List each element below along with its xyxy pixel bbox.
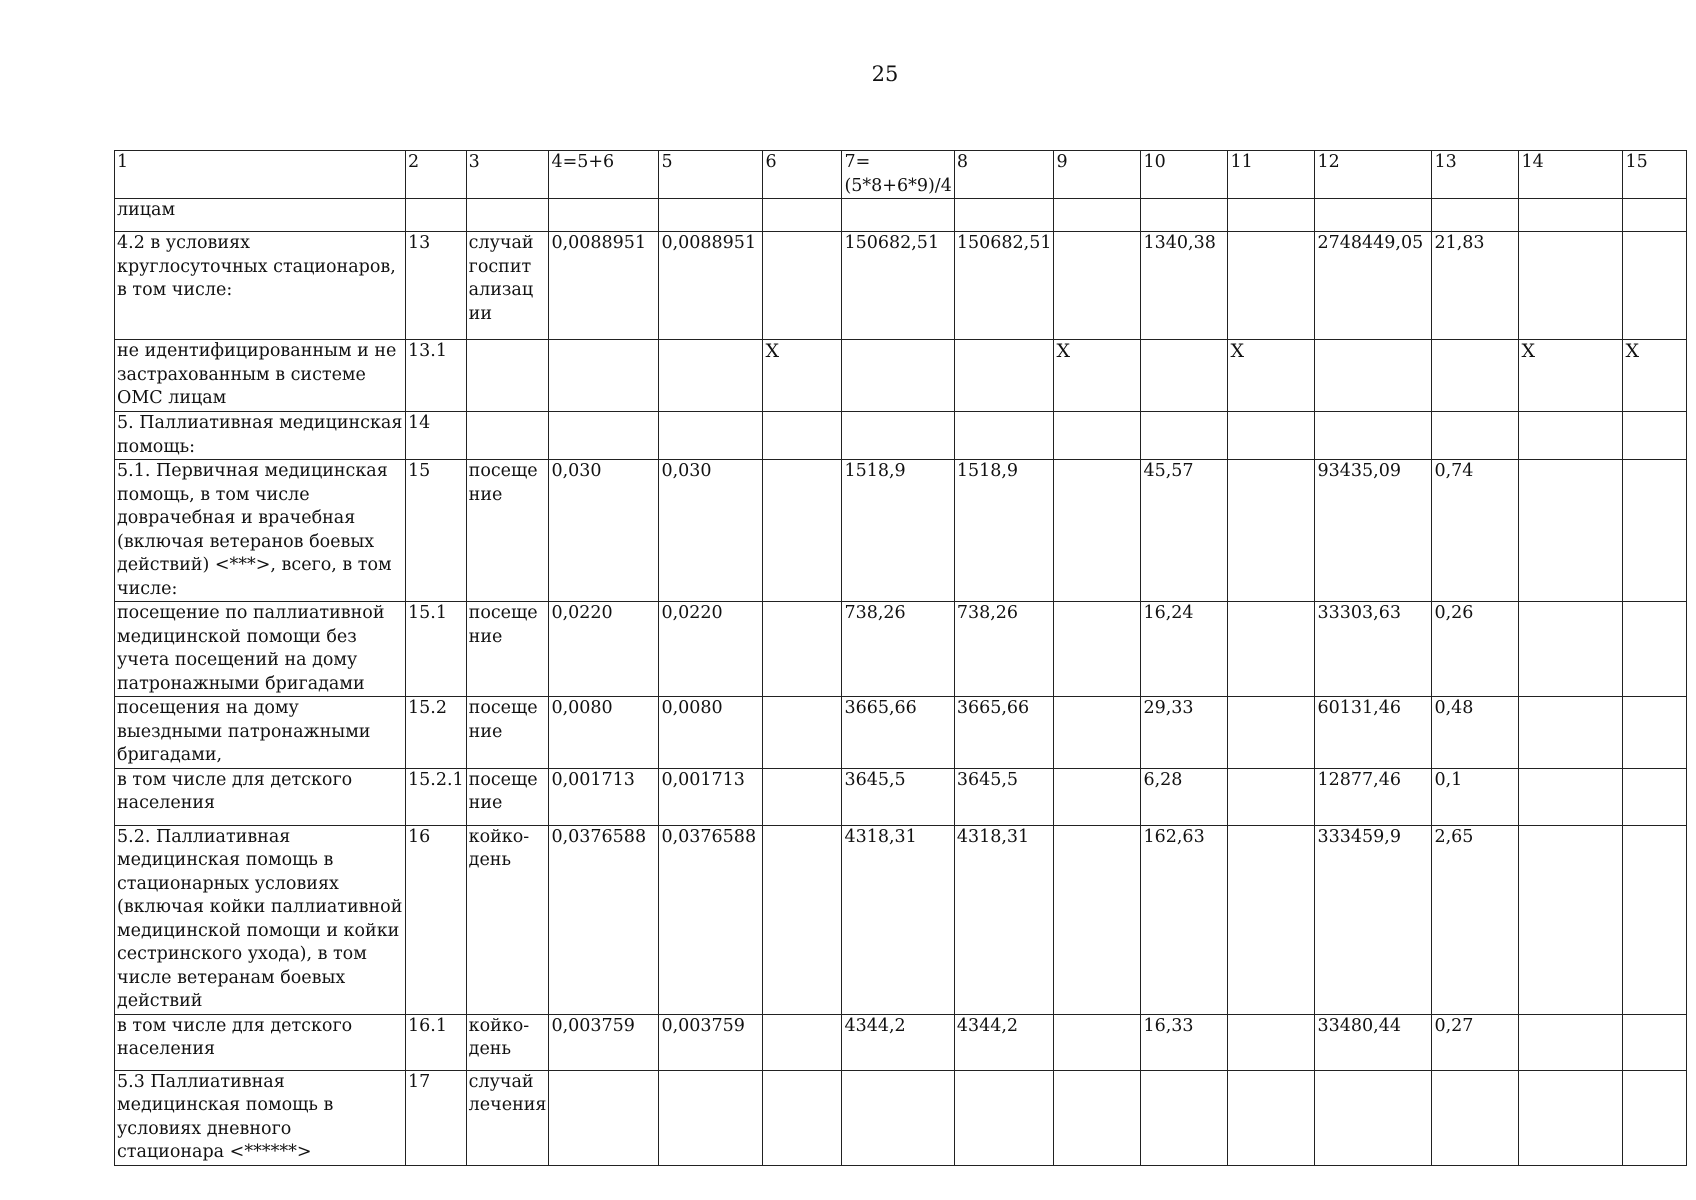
table-cell: 0,0220 [549, 602, 659, 697]
table-cell: 5.1. Первичная медицинская помощь, в том числе доврачебная и врачебная (включая ветеранов боевых действий) <***>, всего, в том числе: [115, 460, 406, 602]
table-cell [1519, 1014, 1623, 1070]
table-cell: 33480,44 [1315, 1014, 1432, 1070]
table-cell [1519, 460, 1623, 602]
table-cell [466, 412, 549, 460]
table-cell [1054, 825, 1141, 1014]
table-cell [1054, 232, 1141, 340]
table-cell: 4344,2 [842, 1014, 954, 1070]
table-cell [1054, 697, 1141, 769]
table-cell: 21,83 [1432, 232, 1519, 340]
table-cell [1623, 232, 1687, 340]
data-table [114, 150, 1687, 1166]
table-cell [842, 199, 954, 232]
table-cell [1623, 1014, 1687, 1070]
table-cell [1315, 412, 1432, 460]
table-cell [466, 340, 549, 412]
table-cell: 16 [406, 825, 467, 1014]
table-cell [1623, 1070, 1687, 1165]
table-cell: 4344,2 [954, 1014, 1054, 1070]
table-row [115, 697, 1687, 769]
table-cell [763, 697, 842, 769]
table-cell [763, 460, 842, 602]
table-row [115, 768, 1687, 825]
table-cell: 17 [406, 1070, 467, 1165]
table-cell: X [763, 340, 842, 412]
table-cell: 0,003759 [549, 1014, 659, 1070]
table-cell: 0,26 [1432, 602, 1519, 697]
table-cell: 4.2 в условиях круглосуточных стационаров, в том числе: [115, 232, 406, 340]
table-cell [763, 602, 842, 697]
table-cell [1623, 460, 1687, 602]
column-header: 15 [1623, 151, 1687, 199]
table-cell: 15.2 [406, 697, 467, 769]
table-cell [1054, 768, 1141, 825]
table-cell [549, 340, 659, 412]
column-header: 9 [1054, 151, 1141, 199]
table-cell [1054, 1070, 1141, 1165]
table-cell: посеще ние [466, 460, 549, 602]
table-cell: случай лечения [466, 1070, 549, 1165]
table-cell [763, 232, 842, 340]
table-cell: 0,0220 [659, 602, 763, 697]
table-cell [954, 1070, 1054, 1165]
column-header: 1 [115, 151, 406, 199]
table-cell: 15.1 [406, 602, 467, 697]
column-header: 6 [763, 151, 842, 199]
table-cell: 33303,63 [1315, 602, 1432, 697]
column-header: 7= (5*8+6*9)/4 [842, 151, 954, 199]
table-cell: 4318,31 [842, 825, 954, 1014]
table-cell [659, 1070, 763, 1165]
table-cell: 738,26 [954, 602, 1054, 697]
table-cell [1054, 412, 1141, 460]
table-cell [1519, 232, 1623, 340]
table-cell: 0,0376588 [659, 825, 763, 1014]
table-cell [1228, 199, 1315, 232]
table-cell [1519, 768, 1623, 825]
table-cell [1228, 1014, 1315, 1070]
table-cell [1623, 412, 1687, 460]
table-cell: койко-день [466, 1014, 549, 1070]
table-cell [1519, 602, 1623, 697]
table-row [115, 199, 1687, 232]
table-cell: посещение по паллиативной медицинской помощи без учета посещений на дому патронажными бригадами [115, 602, 406, 697]
table-cell: 13 [406, 232, 467, 340]
table-cell: посеще ние [466, 697, 549, 769]
table-cell: 93435,09 [1315, 460, 1432, 602]
table-row [115, 412, 1687, 460]
table-cell [954, 199, 1054, 232]
table-cell [659, 340, 763, 412]
table-cell: 29,33 [1141, 697, 1228, 769]
table-cell: не идентифицированным и не застрахованным в системе ОМС лицам [115, 340, 406, 412]
table-cell: 162,63 [1141, 825, 1228, 1014]
column-header: 10 [1141, 151, 1228, 199]
table-cell [1141, 340, 1228, 412]
table-cell: 15 [406, 460, 467, 602]
table-cell: 6,28 [1141, 768, 1228, 825]
table-row [115, 825, 1687, 1014]
table-cell: 45,57 [1141, 460, 1228, 602]
table-cell [659, 199, 763, 232]
table-row [115, 340, 1687, 412]
table-cell [763, 768, 842, 825]
table-cell [1519, 412, 1623, 460]
table-cell [842, 412, 954, 460]
table-cell: 150682,51 [842, 232, 954, 340]
table-cell: лицам [115, 199, 406, 232]
table-cell: 738,26 [842, 602, 954, 697]
table-cell: 1518,9 [842, 460, 954, 602]
table-cell [1315, 199, 1432, 232]
table-cell [1432, 340, 1519, 412]
table-cell [549, 412, 659, 460]
table-cell [1432, 1070, 1519, 1165]
table-cell: посеще ние [466, 768, 549, 825]
table-cell: 150682,51 [954, 232, 1054, 340]
column-header: 2 [406, 151, 467, 199]
table-cell [1623, 199, 1687, 232]
table-cell: 3645,5 [954, 768, 1054, 825]
table-cell: 15.2.1 [406, 768, 467, 825]
table-cell: 16.1 [406, 1014, 467, 1070]
table-row [115, 1014, 1687, 1070]
table-cell: посещения на дому выездными патронажными бригадами, [115, 697, 406, 769]
table-cell: 333459,9 [1315, 825, 1432, 1014]
table-cell [1228, 412, 1315, 460]
table-cell: 2,65 [1432, 825, 1519, 1014]
table-cell [1228, 602, 1315, 697]
table-cell: посеще ние [466, 602, 549, 697]
table-cell [1623, 825, 1687, 1014]
table-cell: 0,0088951 [659, 232, 763, 340]
table-cell [1228, 825, 1315, 1014]
table-cell: 0,0376588 [549, 825, 659, 1014]
table-cell: 0,001713 [549, 768, 659, 825]
column-header: 3 [466, 151, 549, 199]
table-cell [659, 412, 763, 460]
table-cell: 0,74 [1432, 460, 1519, 602]
table-cell [954, 412, 1054, 460]
table-cell [1623, 697, 1687, 769]
table-cell: 16,24 [1141, 602, 1228, 697]
table-cell: 0,48 [1432, 697, 1519, 769]
column-header: 8 [954, 151, 1054, 199]
column-header: 4=5+6 [549, 151, 659, 199]
table-cell: в том числе для детского населения [115, 1014, 406, 1070]
table-cell: 60131,46 [1315, 697, 1432, 769]
table-row [115, 602, 1687, 697]
table-cell: 3665,66 [954, 697, 1054, 769]
table-cell [1054, 199, 1141, 232]
table-cell: 3665,66 [842, 697, 954, 769]
table-cell: 4318,31 [954, 825, 1054, 1014]
table-cell [1141, 412, 1228, 460]
column-header: 13 [1432, 151, 1519, 199]
table-cell: койко-день [466, 825, 549, 1014]
table-cell: 0,1 [1432, 768, 1519, 825]
table-cell [1228, 697, 1315, 769]
table-cell: 0,003759 [659, 1014, 763, 1070]
table-cell [1519, 697, 1623, 769]
column-header: 14 [1519, 151, 1623, 199]
table-cell [1315, 1070, 1432, 1165]
table-cell [1054, 460, 1141, 602]
table-cell: 0,0088951 [549, 232, 659, 340]
table-cell: 16,33 [1141, 1014, 1228, 1070]
table-cell [1519, 1070, 1623, 1165]
table-cell: 5.2. Паллиативная медицинская помощь в стационарных условиях (включая койки паллиативной медицинской помощи и койки сестринского ухода), в том числе ветеранам боевых действий [115, 825, 406, 1014]
table-cell [1141, 199, 1228, 232]
table-cell: 5. Паллиативная медицинская помощь: [115, 412, 406, 460]
table-cell [1054, 602, 1141, 697]
table-cell [549, 1070, 659, 1165]
table-cell: 1340,38 [1141, 232, 1228, 340]
table-cell [549, 199, 659, 232]
table-cell: 13.1 [406, 340, 467, 412]
table-row [115, 232, 1687, 340]
table-cell [1228, 768, 1315, 825]
table-cell [763, 1070, 842, 1165]
table-row [115, 1070, 1687, 1165]
table-cell [1432, 412, 1519, 460]
table-cell [1141, 1070, 1228, 1165]
table-cell: 0,030 [659, 460, 763, 602]
table-cell: X [1054, 340, 1141, 412]
column-header: 11 [1228, 151, 1315, 199]
header-row [115, 151, 1687, 199]
table-cell: 0,0080 [549, 697, 659, 769]
table-cell [763, 412, 842, 460]
table-cell [1519, 825, 1623, 1014]
table-cell [763, 199, 842, 232]
column-header: 5 [659, 151, 763, 199]
table-cell [842, 340, 954, 412]
table-cell [406, 199, 467, 232]
table-cell: 0,030 [549, 460, 659, 602]
table-cell: 0,001713 [659, 768, 763, 825]
table-cell: X [1519, 340, 1623, 412]
table-row [115, 460, 1687, 602]
table-cell: X [1228, 340, 1315, 412]
table-cell [763, 825, 842, 1014]
table-cell: 0,27 [1432, 1014, 1519, 1070]
table-cell: 12877,46 [1315, 768, 1432, 825]
table-cell [1623, 602, 1687, 697]
table-cell: X [1623, 340, 1687, 412]
table-cell: 0,0080 [659, 697, 763, 769]
table-cell [1228, 232, 1315, 340]
column-header: 12 [1315, 151, 1432, 199]
table-cell [1432, 199, 1519, 232]
page-number: 25 [871, 62, 899, 86]
table-cell [763, 1014, 842, 1070]
table-cell [1519, 199, 1623, 232]
table-cell: 2748449,05 [1315, 232, 1432, 340]
table-cell [842, 1070, 954, 1165]
table-cell: в том числе для детского населения [115, 768, 406, 825]
table-cell: 1518,9 [954, 460, 1054, 602]
table-cell: случай госпит ализац ии [466, 232, 549, 340]
table-cell [1228, 1070, 1315, 1165]
table-cell: 5.3 Паллиативная медицинская помощь в условиях дневного стационара <******> [115, 1070, 406, 1165]
table-cell [1054, 1014, 1141, 1070]
table-cell [1623, 768, 1687, 825]
table-cell [954, 340, 1054, 412]
table-cell: 14 [406, 412, 467, 460]
table-cell [1315, 340, 1432, 412]
table-cell [466, 199, 549, 232]
table-cell [1228, 460, 1315, 602]
table-cell: 3645,5 [842, 768, 954, 825]
